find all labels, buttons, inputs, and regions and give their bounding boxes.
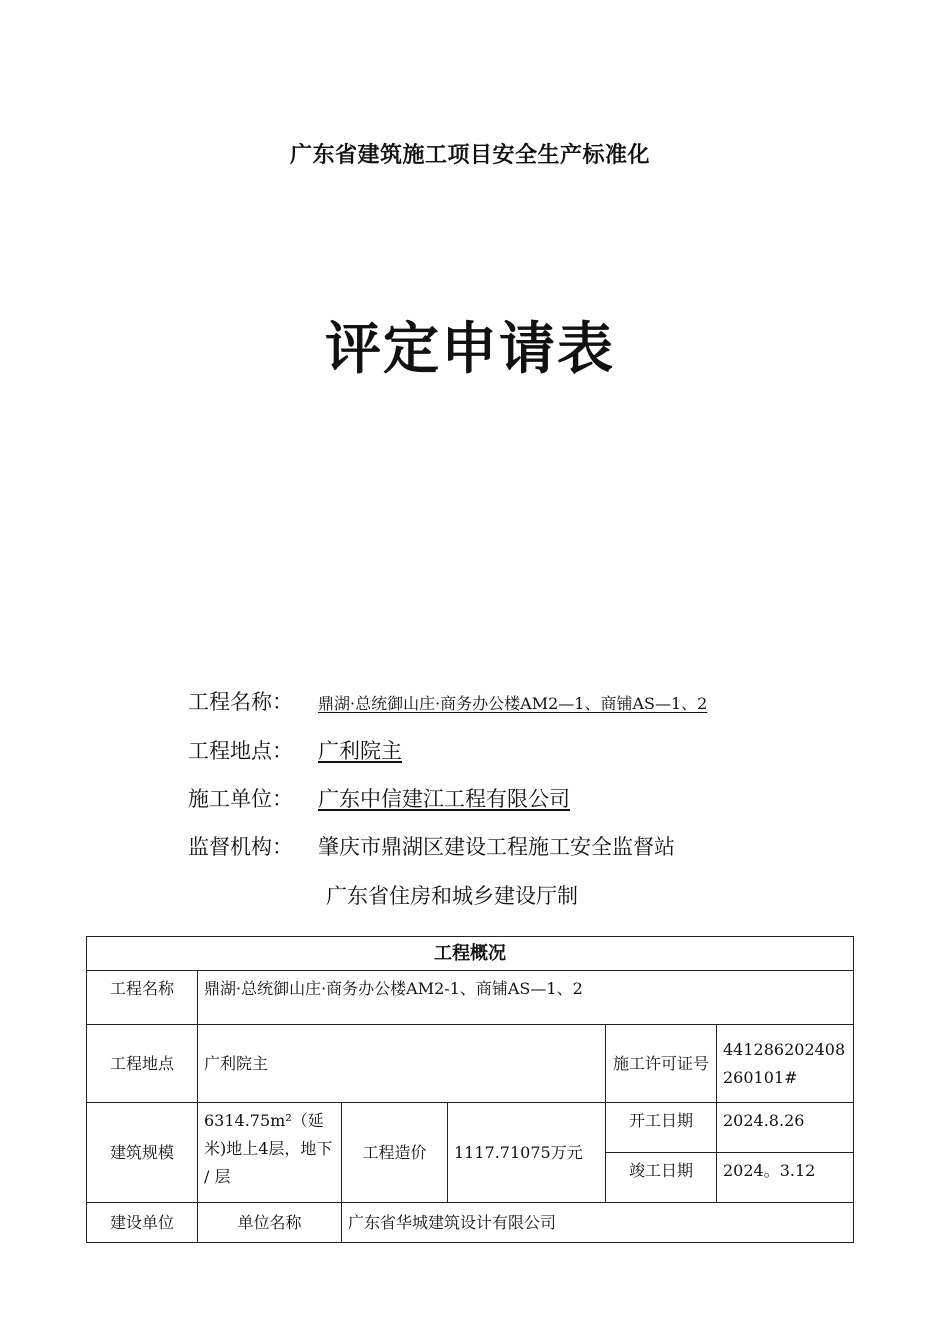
cell-label-scale: 建筑规模 [87,1103,198,1203]
field-label: 工程名称： [188,690,293,714]
document-main-title: 评定申请表 [325,317,615,382]
field-label: 工程地点： [188,739,293,763]
field-value: 鼎湖·总统御山庄·商务办公楼AM2—1、商铺AS—1、2 [318,694,708,713]
field-label: 监督机构： [188,835,293,859]
cell-location: 广利院主 [198,1025,606,1103]
cell-scale: 6314.75m²（延米)地上4层，地下 / 层 [198,1103,342,1203]
field-value: 广东中信建江工程有限公司 [318,787,570,811]
cell-label-builder: 建设单位 [87,1203,198,1243]
cell-label-end-date: 竣工日期 [606,1153,717,1203]
cell-end-date: 2024。3.12 [717,1153,854,1203]
cell-label-project-name: 工程名称 [87,971,198,1025]
cell-label-cost: 工程造价 [342,1103,448,1203]
field-value: 肇庆市鼎湖区建设工程施工安全监督站 [318,835,675,859]
project-overview-table [86,936,854,1243]
field-construction-unit [188,783,570,813]
cell-unit-name: 广东省华城建筑设计有限公司 [342,1203,854,1243]
document-title: 广东省建筑施工项目安全生产标准化 [289,143,650,168]
cell-permit: 441286202408260101# [717,1025,854,1103]
cell-label-unit-name: 单位名称 [198,1203,342,1243]
field-supervision-agency [188,831,675,861]
cell-project-name: 鼎湖·总统御山庄·商务办公楼AM2-1、商铺AS—1、2 [198,971,854,1025]
field-value: 广利院主 [318,739,402,763]
cell-label-location: 工程地点 [87,1025,198,1103]
cell-label-permit: 施工许可证号 [606,1025,717,1103]
field-label: 施工单位： [188,787,293,811]
cell-cost: 1117.71075万元 [448,1103,606,1203]
field-project-location [188,735,402,765]
issuer-line: 广东省住房和城乡建设厅制 [326,884,578,908]
table-heading: 工程概况 [87,937,854,971]
cell-start-date: 2024.8.26 [717,1103,854,1153]
field-project-name [188,686,707,716]
cell-label-start-date: 开工日期 [606,1103,717,1153]
